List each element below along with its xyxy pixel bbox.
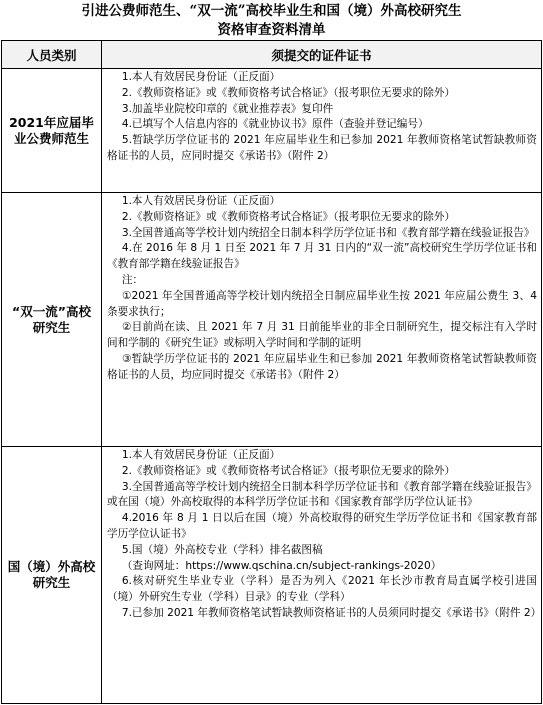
list-item: 4.已填写个人信息内容的《就业协议书》原件（查验并登记编号） bbox=[121, 118, 429, 131]
query-url: （查询网址：https://www.qschina.cn/subject-rankings-2020） bbox=[121, 559, 442, 572]
header-documents: 须提交的证件证书 bbox=[102, 41, 542, 69]
list-item: ②目前尚在读、且 2021 年 7 月 31 日前能毕业的非全日制研究生，提交标注有入学时间和学制的《研究生证》或标明入学时间和学制的证明 bbox=[107, 321, 537, 350]
list-item: ③暂缺学历学位证书的 2021 年应届毕业生和已参加 2021 年教师资格笔试暂缺教师资格证书的人员，均应同时提交《承诺书》（附件 2） bbox=[107, 352, 537, 381]
category-cell: 国（境）外高校研究生 bbox=[2, 447, 102, 704]
list-item: 3.全国普通高等学校计划内统招全日制本科学历学位证书和《教育部学籍在线验证报告》或在国（境）外高校取得的本科学历学位证书和《国家教育部学历学位认证书》 bbox=[107, 480, 537, 509]
note-label: 注： bbox=[121, 273, 144, 286]
list-item: 1.本人有效居民身份证（正反面） bbox=[121, 449, 281, 461]
table-row bbox=[2, 447, 542, 704]
list-item: 1.本人有效居民身份证（正反面） bbox=[121, 195, 281, 207]
title-line-2: 资格审查资料清单 bbox=[217, 22, 326, 38]
documents-cell bbox=[102, 193, 542, 447]
list-item: 2.《教师资格证》或《教师资格考试合格证》（报考职位无要求的除外） bbox=[121, 464, 456, 477]
list-item: 3.全国普通高等学校计划内统招全日制本科学历学位证书和《教育部学籍在线验证报告》 bbox=[121, 226, 535, 239]
list-item: 4.2016 年 8 月 1 日以后在国（境）外高校取得的研究生学历学位证书和《国家教育部学历学位认证书》 bbox=[107, 512, 537, 540]
table-header-row bbox=[2, 41, 542, 69]
documents-cell bbox=[102, 447, 542, 704]
list-item: ①2021 年全国普通高等学校计划内统招全日制应届毕业生按 2021 年应届公费生 3、4 条要求执行； bbox=[107, 289, 537, 318]
table-row bbox=[2, 193, 542, 447]
list-item: 5.国（境）外高校专业（学科）排名截图稿 bbox=[121, 543, 323, 556]
title-line-1: 引进公费师范生、“双一流”高校毕业生和国（境）外高校研究生 bbox=[81, 3, 462, 19]
category-cell: 2021年应届毕业公费师范生 bbox=[2, 69, 102, 193]
list-item: 7.已参加 2021 年教师资格笔试暂缺教师资格证书的人员须同时提交《承诺书》（附件 2） bbox=[121, 606, 542, 619]
list-item: 3.加盖毕业院校印章的《就业推荐表》复印件 bbox=[121, 102, 334, 115]
list-item: 2.《教师资格证》或《教师资格考试合格证》（报考职位无要求的除外） bbox=[121, 86, 456, 99]
document-title bbox=[0, 2, 543, 40]
list-item: 1.本人有效居民身份证（正反面） bbox=[121, 71, 281, 83]
requirements-table bbox=[1, 40, 542, 704]
list-item: 4.在 2016 年 8 月 1 日至 2021 年 7 月 31 日内的“双一流”高校研究生学历学位证书和《教育部学籍在线验证报告》 bbox=[107, 242, 537, 271]
list-item: 6.核对研究生毕业专业（学科）是否为列入《2021 年长沙市教育局直属学校引进国（境）外研究生专业（学科）目录》的专业（学科） bbox=[107, 575, 537, 604]
list-item: 2.《教师资格证》或《教师资格考试合格证》（报考职位无要求的除外） bbox=[121, 210, 456, 223]
documents-cell bbox=[102, 69, 542, 193]
list-item: 5.暂缺学历学位证书的 2021 年应届毕业生和已参加 2021 年教师资格笔试暂缺教师资格证书的人员，应同时提交《承诺书》（附件 2） bbox=[107, 134, 537, 162]
table-row bbox=[2, 69, 542, 193]
category-cell: “双一流”高校研究生 bbox=[2, 193, 102, 447]
header-category: 人员类别 bbox=[2, 41, 102, 69]
